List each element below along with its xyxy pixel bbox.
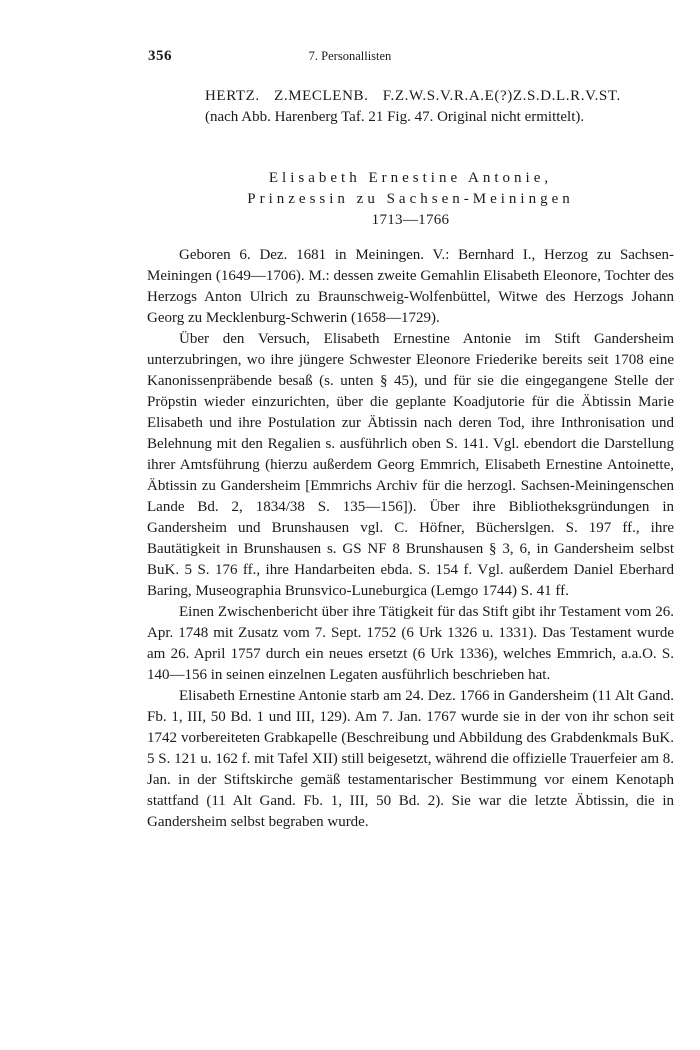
paragraph-death: Elisabeth Ernestine Antonie starb am 24. Dez. 1766 in Gandersheim (11 Alt Gand. Fb. 1, III, 50 Bd. 1 und III, 129). Am 7. Jan. 1767 wurde sie in der von ihr schon seit 1742 vorbereiteten Grabkapelle (Beschreibung und Abbildung des Grabdenkmals BuK. 5 S. 121 u. 162 f. mit Tafel XII) still beigesetzt, während die offizielle Trauerfeier am 8. Jan. in der Stiftskirche gemäß testamentarischer Bestimmung vor einem Kenotaph stattfand (11 Alt Gand. Fb. 1, III, 50 Bd. 2). Sie war die letzte Äbtissin, die in Gandersheim selbst begraben wurde. [147, 688, 675, 830]
paragraph-career: Über den Versuch, Elisabeth Ernestine Antonie im Stift Gandersheim unterzubringen, wo ihre jüngere Schwester Eleonore Friederike bereits seit 1708 eine Kanonissenpräbende besaß (s. unten § 45), und für sie die eingegangene Stelle der Pröpstin wieder einzurichten, über die geplante Koadjutorie für die Äbtissin Marie Elisabeth und ihre Postulation zur Äbtissin nach deren Tod, ihre Inthronisation und Belehnung mit den Regalien s. ausführlich oben S. 141. Vgl. ebendort die Darstellung ihrer Amtsführung (hierzu außerdem Georg Emmrich, Elisabeth Ernestine Antoinette, Äbtissin zu Gandersheim [Emmrichs Archiv für die herzogl. Sachsen-Meiningenschen Lande Bd. 2, 1834/38 S. 135—156]). Über ihre Bibliotheksgründungen in Gandersheim und Brunshausen vgl. C. Höfner, Bücherslgen. S. 197 ff., ihre Bautätigkeit in Brunshausen s. GS NF 8 Brunshausen § 3, 6, in Gandersheim selbst BuK. 5 S. 176 ff., ihre Handarbeiten ebda. S. 154 f. Vgl. außerdem Daniel Eberhard Baring, Museographia Brunsvico-Luneburgica (Lemgo 1744) S. 41 ff. [147, 331, 674, 599]
entry-heading [147, 168, 674, 231]
running-head: 7. Personallisten [308, 49, 392, 63]
seal-inscription [205, 86, 674, 128]
inscription-source-note: (nach Abb. Harenberg Taf. 21 Fig. 47. Original nicht ermittelt). [205, 109, 585, 125]
page-number: 356 [148, 48, 172, 64]
page-body [147, 86, 674, 833]
inscription-text: HERTZ. Z.MECLENB. F.Z.W.S.V.R.A.E(?)Z.S.D.L.R.V.ST. [205, 88, 621, 104]
entry-name: Elisabeth Ernestine Antonie, [268, 170, 553, 186]
entry-dates: 1713—1766 [371, 212, 450, 228]
paragraph-testament: Einen Zwischenbericht über ihre Tätigkeit für das Stift gibt ihr Testament vom 26. Apr. 1748 mit Zusatz vom 7. Sept. 1752 (6 Urk 1326 u. 1331). Das Testament wurde am 26. April 1757 durch ein neues ersetzt (6 Urk 1336), welches Emmrich, a.a.O. S. 140—156 in seinen einzelnen Legaten ausführlich beschrieben hat. [147, 604, 674, 683]
entry-title: Prinzessin zu Sachsen-Meiningen [247, 191, 574, 207]
paragraph-birth: Geboren 6. Dez. 1681 in Meiningen. V.: Bernhard I., Herzog zu Sachsen-Meiningen (1649—1706). M.: dessen zweite Gemahlin Elisabeth Eleonore, Tochter des Herzogs Anton Ulrich zu Braunschweig-Wolfenbüttel, Witwe des Herzogs Johann Georg zu Mecklenburg-Schwerin (1658—1729). [147, 247, 674, 326]
